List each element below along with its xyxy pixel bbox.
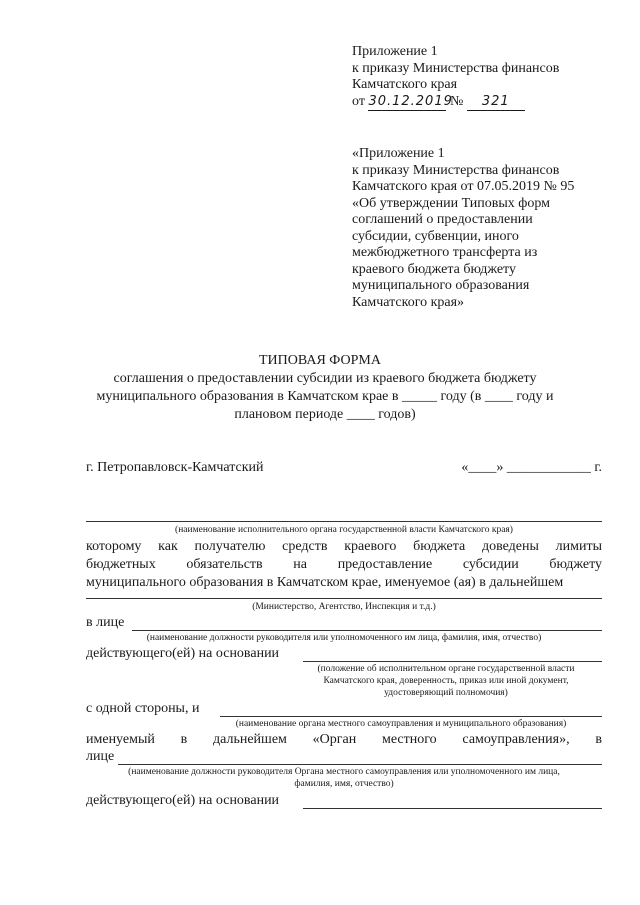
hereinafter-line: именуемый в дальнейшем «Орган местного самоуправления», в <box>86 732 602 747</box>
subtitle-line: плановом периоде ____ годов) <box>234 407 416 422</box>
appendix-old-line: «Приложение 1 <box>352 146 445 161</box>
appendix-new-block <box>352 44 559 111</box>
form-title: ТИПОВАЯ ФОРМА <box>259 353 381 368</box>
appendix-new-line2: к приказу Министерства финансов <box>352 60 560 76</box>
head-caption: (наименование должности руководителя или уполномоченного им лица, фамилия, имя, отчество) <box>146 633 542 643</box>
ministry-line[interactable] <box>86 598 602 599</box>
basis-caption-line: (положение об исполнительном органе государственной власти <box>317 664 575 674</box>
para1-line: которому как получателю средств краевого бюджета доведены лимиты <box>86 539 602 554</box>
para1-line: бюджетных обязательств на предоставление субсидии бюджету <box>86 557 602 572</box>
in-person2-label: лице <box>86 749 115 764</box>
appendix-old-line: к приказу Министерства финансов <box>352 162 560 178</box>
appendix-old-line: субсидии, субвенции, иного <box>352 228 519 244</box>
handwritten-date: 30.12.2019 <box>368 94 446 112</box>
appendix-old-line: Камчатского края от 07.05.2019 № 95 <box>352 179 575 194</box>
from-label: от <box>352 93 365 109</box>
appendix-old-line: межбюджетного трансферта из <box>352 245 538 260</box>
local-head-caption-line: (наименование должности руководителя Органа местного самоуправления или уполномоченного им лица, <box>128 767 560 777</box>
local-organ-line[interactable] <box>220 716 602 717</box>
appendix-old-line: Камчатского края» <box>352 294 465 310</box>
basis-caption-line: удостоверяющий полномочия) <box>384 688 508 698</box>
date-template: «____» ____________ г. <box>461 460 602 475</box>
one-side-label: с одной стороны, и <box>86 701 200 716</box>
place-date-row <box>86 459 602 477</box>
appendix-new-line1: Приложение 1 <box>352 44 438 59</box>
appendix-old-line: соглашений о предоставлении <box>352 212 533 227</box>
local-head-caption-line: фамилия, имя, отчество) <box>294 779 394 789</box>
head-name-line[interactable] <box>132 630 602 631</box>
handwritten-number: 321 <box>467 94 525 112</box>
acting-basis2-label: действующего(ей) на основании <box>86 793 280 808</box>
appendix-old-line: «Об утверждении Типовых форм <box>352 195 551 211</box>
subtitle-line: соглашения о предоставлении субсидии из краевого бюджета бюджету <box>113 371 537 386</box>
para1-line: муниципального образования в Камчатском крае, именуемое (ая) в дальнейшем <box>86 575 564 590</box>
exec-organ-line[interactable] <box>86 521 602 522</box>
basis-caption-line: Камчатского края, доверенность, приказ или иной документ, <box>323 676 569 686</box>
in-person-label: в лице <box>86 615 125 630</box>
exec-organ-caption: (наименование исполнительного органа государственной власти Камчатского края) <box>175 525 513 535</box>
basis2-line[interactable] <box>303 808 602 809</box>
appendix-old-block <box>352 146 574 311</box>
city-name: г. Петропавловск-Камчатский <box>86 460 264 475</box>
subtitle-line: муниципального образования в Камчатском крае в _____ году (в ____ году и <box>96 389 554 404</box>
appendix-old-line: краевого бюджета бюджету <box>352 261 516 277</box>
local-head-line[interactable] <box>118 764 602 765</box>
number-label: № <box>449 93 464 109</box>
appendix-old-line: муниципального образования <box>352 278 530 293</box>
form-subtitle <box>60 370 590 424</box>
local-organ-caption: (наименование органа местного самоуправления и муниципального образования) <box>235 719 567 729</box>
appendix-new-line3: Камчатского края <box>352 77 458 92</box>
ministry-caption: (Министерство, Агентство, Инспекция и т.д.) <box>252 602 436 612</box>
appendix-new-date-line <box>352 94 559 112</box>
basis-line[interactable] <box>303 661 602 662</box>
acting-basis-label: действующего(ей) на основании <box>86 646 280 661</box>
